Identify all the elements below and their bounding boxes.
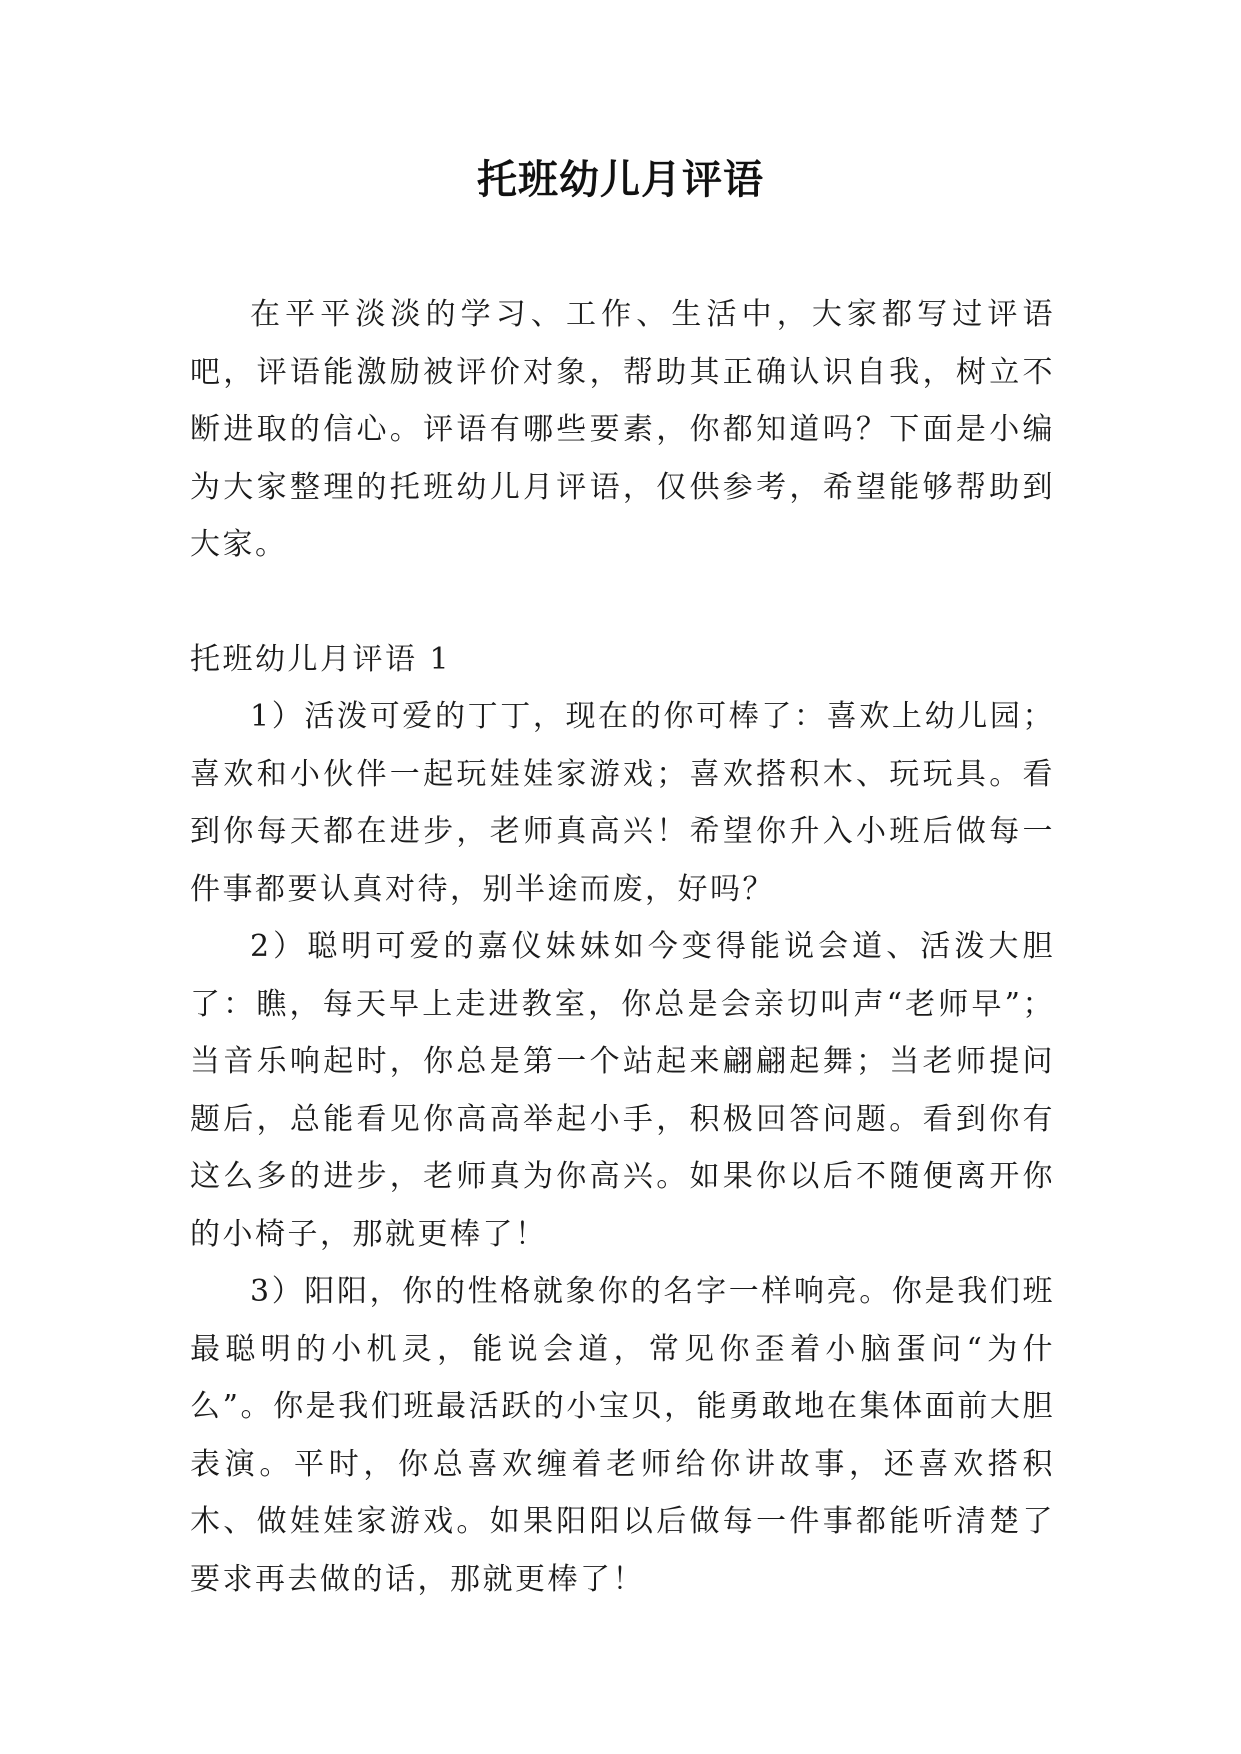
section-heading: 托班幼儿月评语 1 — [190, 641, 452, 677]
page-title: 托班幼儿月评语 — [477, 156, 764, 203]
comment-paragraph-3: 3）阳阳，你的性格就象你的名字一样响亮。你是我们班最聪明的小机灵，能说会道，常见你歪着小脑蛋问“为什么”。你是我们班最活跃的小宝贝，能勇敢地在集体面前大胆表演。平时，你总喜欢缠着老师给你讲故事，还喜欢搭积木、做娃娃家游戏。如果阳阳以后做每一件事都能听清楚了要求再去做的话，那就更棒了！ — [190, 1274, 1055, 1597]
comment-paragraph-2: 2）聪明可爱的嘉仪妹妹如今变得能说会道、活泼大胆了：瞧，每天早上走进教室，你总是会亲切叫声“老师早”；当音乐响起时，你总是第一个站起来翩翩起舞；当老师提问题后，总能看见你高高举起小手，积极回答问题。看到你有这么多的进步，老师真为你高兴。如果你以后不随便离开你的小椅子，那就更棒了！ — [190, 929, 1055, 1252]
document-body — [190, 286, 1055, 1608]
comment-paragraph-1: 1）活泼可爱的丁丁，现在的你可棒了：喜欢上幼儿园；喜欢和小伙伴一起玩娃娃家游戏；喜欢搭积木、玩玩具。看到你每天都在进步，老师真高兴！希望你升入小班后做每一件事都要认真对待，别半途而废，好吗？ — [190, 699, 1055, 907]
intro-paragraph: 在平平淡淡的学习、工作、生活中，大家都写过评语吧，评语能激励被评价对象，帮助其正确认识自我，树立不断进取的信心。评语有哪些要素，你都知道吗？下面是小编为大家整理的托班幼儿月评语，仅供参考，希望能够帮助到大家。 — [190, 297, 1055, 562]
